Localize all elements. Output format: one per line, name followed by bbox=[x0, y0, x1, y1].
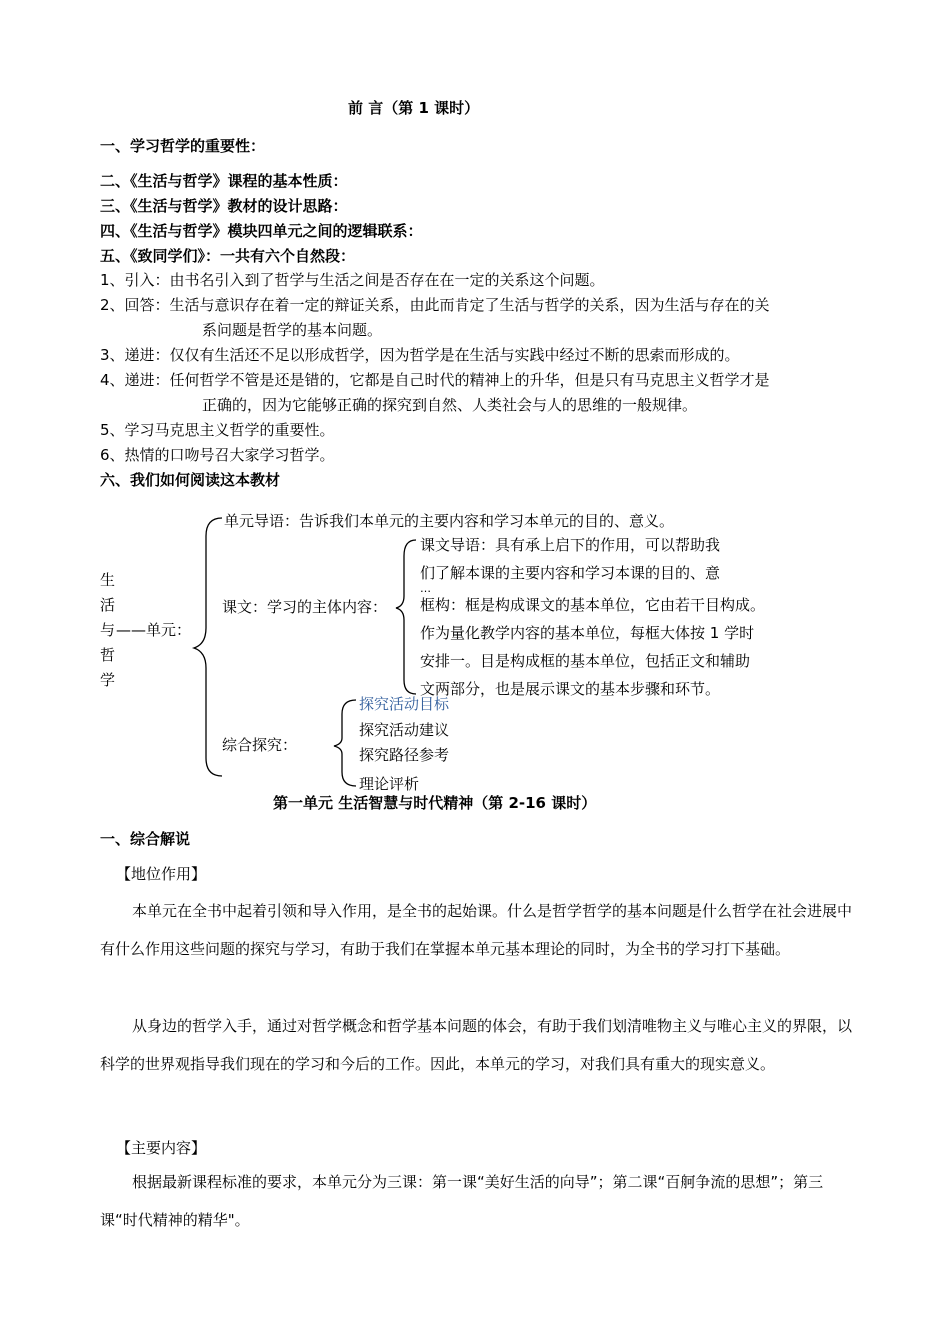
inquiry-label: 综合探究： bbox=[222, 736, 298, 754]
content-heading: 【主要内容】 bbox=[116, 1139, 207, 1157]
heading-logic: 四、《生活与哲学》模块四单元之间的逻辑联系： bbox=[100, 222, 423, 240]
text-label: 课文：学习的主体内容： bbox=[222, 598, 388, 616]
unit-guide: 单元导语：告诉我们本单元的主要内容和学习本单元的目的、意义。 bbox=[224, 512, 675, 530]
text-line: 作为量化教学内容的基本单位，每框大体按 1 学时 bbox=[420, 624, 755, 642]
list-item: 3、递进：仅仅有生活还不足以形成哲学，因为哲学是在生活与实践中经过不断的思索而形成的。 bbox=[100, 346, 740, 364]
text-line: 安排一。目是构成框的基本单位，包括正文和辅助 bbox=[420, 652, 751, 670]
inquiry-item: 理论评析 bbox=[359, 775, 420, 793]
list-item: 4、递进：任何哲学不管是还是错的，它都是自己时代的精神上的升华，但是只有马克思主义哲学才是 bbox=[100, 371, 770, 389]
inquiry-item-goal: 探究活动目标 bbox=[359, 695, 450, 713]
text-line: 课文导语：具有承上启下的作用，可以帮助我 bbox=[420, 536, 721, 554]
role-heading: 【地位作用】 bbox=[116, 865, 207, 883]
inquiry-item: 探究路径参考 bbox=[359, 746, 450, 764]
heading-reading: 六、我们如何阅读这本教材 bbox=[100, 471, 281, 489]
preface-title: 前 言（第 1 课时） bbox=[348, 99, 480, 117]
heading-design: 三、《生活与哲学》教材的设计思路： bbox=[100, 197, 348, 215]
diagram-root-char: 哲 bbox=[100, 646, 116, 664]
text-line-ellipsis: … bbox=[420, 582, 431, 595]
inquiry-item: 探究活动建议 bbox=[359, 721, 450, 739]
text-line: 框构：框是构成课文的基本单位，它由若干目构成。 bbox=[420, 596, 766, 614]
list-item-cont: 正确的，因为它能够正确的探究到自然、人类社会与人的思维的一般规律。 bbox=[202, 396, 698, 414]
list-item: 6、热情的口吻号召大家学习哲学。 bbox=[100, 446, 335, 464]
diagram-root-link: ——单元： bbox=[116, 621, 192, 639]
paragraph bbox=[100, 1007, 856, 1083]
paragraph-text: 根据最新课程标准的要求，本单元分为三课：第一课“美好生活的向导”；第二课“百舸争流的思想”；第三课“时代精神的精华"。 bbox=[100, 1173, 824, 1229]
text-line: 们了解本课的主要内容和学习本课的目的、意 bbox=[420, 564, 721, 582]
text-line: 文两部分，也是展示课文的基本步骤和环节。 bbox=[420, 680, 721, 698]
diagram-root-char: 与 bbox=[100, 621, 116, 639]
list-item: 2、回答：生活与意识存在着一定的辩证关系，由此而肯定了生活与哲学的关系，因为生活与存在的关 bbox=[100, 296, 770, 314]
heading-importance: 一、学习哲学的重要性： bbox=[100, 137, 266, 155]
list-item: 1、引入：由书名引入到了哲学与生活之间是否存在在一定的关系这个问题。 bbox=[100, 271, 605, 289]
heading-letter: 五、《致同学们》：一共有六个自然段： bbox=[100, 247, 356, 265]
diagram-root-char: 活 bbox=[100, 596, 116, 614]
paragraph-text: 本单元在全书中起着引领和导入作用，是全书的起始课。什么是哲学哲学的基本问题是什么哲学在社会进展中有什么作用这些问题的探究与学习，有助于我们在掌握本单元基本理论的同时，为全书的学习打下基础。 bbox=[100, 902, 853, 958]
unit-title: 第一单元 生活智慧与时代精神（第 2-16 课时） bbox=[273, 794, 597, 812]
paragraph-text: 从身边的哲学入手，通过对哲学概念和哲学基本问题的体会，有助于我们划清唯物主义与唯心主义的界限，以科学的世界观指导我们现在的学习和今后的工作。因此，本单元的学习，对我们具有重大的现实意义。 bbox=[100, 1017, 853, 1073]
diagram-root-char: 学 bbox=[100, 671, 116, 689]
section-heading: 一、综合解说 bbox=[100, 830, 191, 848]
heading-nature: 二、《生活与哲学》课程的基本性质： bbox=[100, 172, 348, 190]
list-item-cont: 系问题是哲学的基本问题。 bbox=[202, 321, 383, 339]
paragraph bbox=[100, 892, 856, 968]
list-item: 5、学习马克思主义哲学的重要性。 bbox=[100, 421, 335, 439]
paragraph bbox=[100, 1163, 856, 1239]
diagram-root-char: 生 bbox=[100, 571, 116, 589]
